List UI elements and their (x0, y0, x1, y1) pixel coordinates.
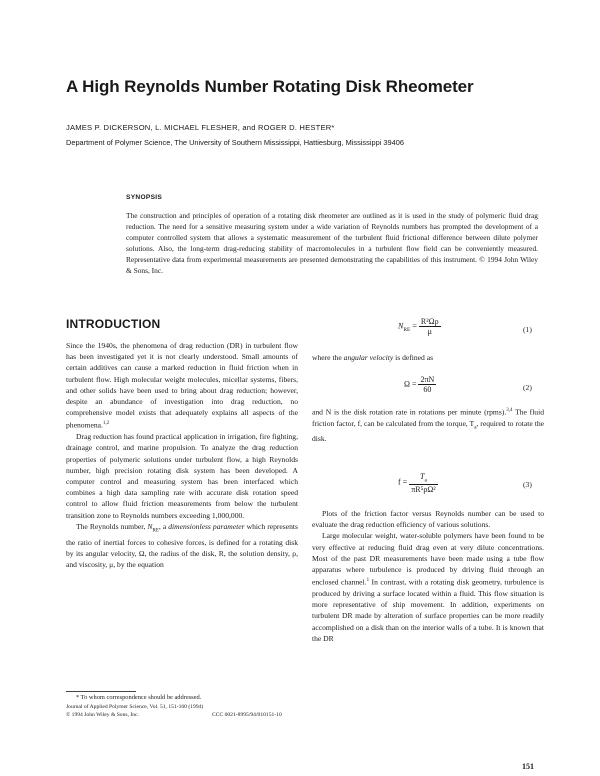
footnote: * To whom correspondence should be addressed. (76, 694, 202, 701)
friction-plot-paragraph: Plots of the friction factor versus Reynolds number can be used to evaluate the drag reduction efficiency of various solutions. (312, 509, 544, 530)
affiliation: Department of Polymer Science, The University of Southern Mississippi, Hattiesburg, Mississippi 39406 (66, 138, 404, 147)
intro-paragraph-1: Since the 1940s, the phenomena of drag reduction (DR) in turbulent flow has been investigated yet it is not clearly understood. Small amounts of certain additives can cause a marked reduction in fluid friction when in turbulent flow. High molecular weight molecules, micellar systems, fibers, and other solids have been used to bring about drag reduction; however, despite an abundance of investigation into drag reduction, no comprehensive model exists that adequately explains all aspects of the phenomena.$^{1,2}$ (66, 341, 298, 430)
equation-2-number: (2) (523, 383, 532, 392)
left-column (66, 340, 298, 570)
equation-3-number: (3) (523, 480, 532, 489)
introduction-heading: INTRODUCTION (66, 317, 161, 331)
footnote-rule (66, 691, 136, 692)
synopsis-text: The construction and principles of operation of a rotating disk rheometer are outlined as it is used in the study of polymeric fluid drag reduction. The need for a sensitive measuring system under a wide variation of Reynolds numbers has prompted the development of a computer controlled system that allows a systematic measurement of the turbulent fluid frictional difference between dilute polymer solutions. Also, the long-term drag-reducing stability of macromolecules in a turbulent flow field can be conveniently measured. Representative data from experimental measurements are presented demonstrating the capabilities of this instrument. © 1994 John Wiley & Sons, Inc. (126, 211, 538, 275)
paper-title: A High Reynolds Number Rotating Disk Rheometer (66, 77, 474, 96)
equation-3: f = $\frac{T_a}{\text{πR⁵ρΩ²}}$ (398, 472, 436, 494)
synopsis-heading: SYNOPSIS (126, 194, 163, 201)
journal-info: Journal of Applied Polymer Science, Vol. 51, 151-160 (1994) © 1994 John Wiley & Sons, Inc. CCC 0021-8995/94/010151-10 (66, 704, 282, 718)
authors: JAMES P. DICKERSON, L. MICHAEL FLESHER, and ROGER D. HESTER* (66, 123, 335, 132)
intro-paragraph-3: The Reynolds number, $N_{RE}$, a dimensionless parameter which represents the ratio of inertial forces to cohesive forces, is defined for a rotating disk by its angular velocity, Ω, the radius of the disk, R, the solution density, ρ, and viscosity, μ, by the equation (66, 521, 298, 569)
equation-1-number: (1) (523, 325, 532, 334)
intro-paragraph-2: Drag reduction has found practical application in irrigation, fire fighting, drainage control, and marine propulsion. To analyze the drag reduction properties of polymeric solutions under turbulent flow, a high Reynolds number, high precision rotating disk system has been developed. A computer control and measuring system has been interfaced which combines a high data sampling rate with accurate disk rotation speed control to allow fluid friction measurements from below the turbulent transition zone to Reynolds numbers exceeding 1,000,000. (66, 432, 298, 520)
equation-2: Ω = $\frac{2\pi N}{60}$ (404, 375, 435, 394)
polymers-paragraph: Large molecular weight, water-soluble polymers have been found to be very effective at reducing fluid drag even at very dilute concentrations. Most of the past DR measurements have been made using a tube flow apparatus where turbulence is produced by driving fluid through an enclosed channel.$^1$ In contrast, with a rotating disk geometry, turbulence is produced by driving a surface located within a fluid. This flow situation is more representative of ship movement. In addition, experiments on turbulent DR made by alteration of surface properties can be more readily accomplished on a disk than on the interior walls of a tube. It is known that the DR (312, 531, 544, 643)
where-clause: where the angular velocity is defined as (312, 353, 434, 362)
right-column-lower (312, 508, 544, 644)
equation-1: $N_{RE}$ = $\frac{\text{R²Ωρ}}{\mu}$ (398, 317, 439, 336)
rotation-rate-paragraph: and N is the disk rotation rate in rotations per minute (rpms).$^{3,4}$ The fluid friction factor, f, can be calculated from the torque, $T_a$, required to rotate the disk. (312, 407, 545, 444)
ref-superscript: 1,2 (102, 421, 110, 427)
page-number: 151 (522, 762, 534, 771)
